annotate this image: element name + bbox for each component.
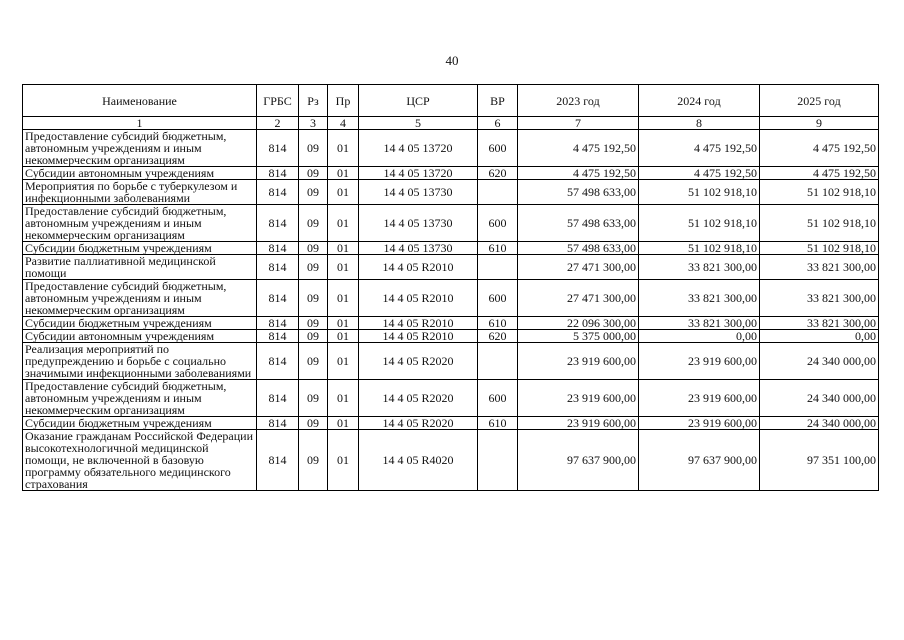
- cell-rz: 09: [299, 242, 328, 255]
- cell-name: Мероприятия по борьбе с туберкулезом и инфекционными заболеваниями: [23, 180, 257, 205]
- cell-csr: 14 4 05 13730: [359, 205, 478, 242]
- cell-2025: 24 340 000,00: [760, 417, 879, 430]
- cell-grbs: 814: [257, 242, 299, 255]
- column-number: 8: [639, 117, 760, 130]
- cell-csr: 14 4 05 13720: [359, 130, 478, 167]
- cell-2023: 5 375 000,00: [518, 330, 639, 343]
- cell-name: Развитие паллиативной медицинской помощи: [23, 255, 257, 280]
- cell-rz: 09: [299, 280, 328, 317]
- table-row: [23, 417, 879, 430]
- cell-csr: 14 4 05 R2020: [359, 417, 478, 430]
- cell-grbs: 814: [257, 167, 299, 180]
- column-number: 4: [328, 117, 359, 130]
- cell-vr: 610: [478, 242, 518, 255]
- cell-vr: 610: [478, 417, 518, 430]
- cell-2024: 51 102 918,10: [639, 242, 760, 255]
- cell-pr: 01: [328, 255, 359, 280]
- cell-2024: 33 821 300,00: [639, 317, 760, 330]
- cell-rz: 09: [299, 130, 328, 167]
- cell-2025: 33 821 300,00: [760, 255, 879, 280]
- cell-vr: 600: [478, 280, 518, 317]
- cell-name: Субсидии бюджетным учреждениям: [23, 242, 257, 255]
- cell-rz: 09: [299, 167, 328, 180]
- cell-2024: 33 821 300,00: [639, 255, 760, 280]
- cell-2024: 4 475 192,50: [639, 130, 760, 167]
- column-header-rz: Рз: [299, 85, 328, 117]
- cell-grbs: 814: [257, 130, 299, 167]
- table-row: [23, 255, 879, 280]
- cell-rz: 09: [299, 380, 328, 417]
- cell-vr: [478, 343, 518, 380]
- cell-vr: 610: [478, 317, 518, 330]
- cell-2023: 27 471 300,00: [518, 280, 639, 317]
- cell-pr: 01: [328, 330, 359, 343]
- cell-name: Предоставление субсидий бюджетным, автономным учреждениям и иным некоммерческим организациям: [23, 380, 257, 417]
- table-row: [23, 180, 879, 205]
- cell-2023: 23 919 600,00: [518, 380, 639, 417]
- cell-csr: 14 4 05 R2020: [359, 380, 478, 417]
- column-number-row: [23, 117, 879, 130]
- cell-2025: 24 340 000,00: [760, 380, 879, 417]
- cell-grbs: 814: [257, 417, 299, 430]
- cell-name: Субсидии автономным учреждениям: [23, 167, 257, 180]
- cell-2023: 57 498 633,00: [518, 205, 639, 242]
- cell-vr: [478, 255, 518, 280]
- cell-2023: 23 919 600,00: [518, 343, 639, 380]
- cell-2024: 4 475 192,50: [639, 167, 760, 180]
- cell-grbs: 814: [257, 343, 299, 380]
- cell-csr: 14 4 05 13720: [359, 167, 478, 180]
- cell-csr: 14 4 05 R2010: [359, 330, 478, 343]
- table-row: [23, 380, 879, 417]
- cell-csr: 14 4 05 13730: [359, 180, 478, 205]
- cell-pr: 01: [328, 430, 359, 491]
- column-header-name: Наименование: [23, 85, 257, 117]
- cell-name: Реализация мероприятий по предупреждению и борьбе с социально значимыми инфекционными заболеваниями: [23, 343, 257, 380]
- cell-grbs: 814: [257, 317, 299, 330]
- cell-pr: 01: [328, 380, 359, 417]
- cell-2025: 97 351 100,00: [760, 430, 879, 491]
- cell-grbs: 814: [257, 380, 299, 417]
- cell-2024: 0,00: [639, 330, 760, 343]
- cell-rz: 09: [299, 205, 328, 242]
- cell-rz: 09: [299, 343, 328, 380]
- cell-2025: 51 102 918,10: [760, 242, 879, 255]
- table-row: [23, 130, 879, 167]
- cell-2025: 0,00: [760, 330, 879, 343]
- cell-grbs: 814: [257, 280, 299, 317]
- column-number: 3: [299, 117, 328, 130]
- table-row: [23, 167, 879, 180]
- cell-rz: 09: [299, 417, 328, 430]
- cell-vr: [478, 430, 518, 491]
- cell-name: Субсидии бюджетным учреждениям: [23, 417, 257, 430]
- column-number: 2: [257, 117, 299, 130]
- cell-2023: 23 919 600,00: [518, 417, 639, 430]
- column-header-pr: Пр: [328, 85, 359, 117]
- cell-2023: 57 498 633,00: [518, 180, 639, 205]
- cell-grbs: 814: [257, 180, 299, 205]
- cell-rz: 09: [299, 317, 328, 330]
- cell-pr: 01: [328, 280, 359, 317]
- cell-name: Предоставление субсидий бюджетным, автономным учреждениям и иным некоммерческим организациям: [23, 130, 257, 167]
- cell-grbs: 814: [257, 330, 299, 343]
- cell-2023: 57 498 633,00: [518, 242, 639, 255]
- cell-2024: 23 919 600,00: [639, 417, 760, 430]
- table-row: [23, 280, 879, 317]
- cell-csr: 14 4 05 R2010: [359, 317, 478, 330]
- cell-rz: 09: [299, 430, 328, 491]
- table-row: [23, 242, 879, 255]
- page-number: 40: [445, 53, 459, 68]
- cell-name: Предоставление субсидий бюджетным, автономным учреждениям и иным некоммерческим организациям: [23, 280, 257, 317]
- column-number: 9: [760, 117, 879, 130]
- table-row: [23, 317, 879, 330]
- cell-2025: 33 821 300,00: [760, 280, 879, 317]
- cell-2023: 22 096 300,00: [518, 317, 639, 330]
- table-row: [23, 343, 879, 380]
- cell-grbs: 814: [257, 430, 299, 491]
- cell-pr: 01: [328, 130, 359, 167]
- cell-pr: 01: [328, 180, 359, 205]
- cell-2024: 97 637 900,00: [639, 430, 760, 491]
- cell-csr: 14 4 05 R4020: [359, 430, 478, 491]
- cell-csr: 14 4 05 R2020: [359, 343, 478, 380]
- cell-2025: 33 821 300,00: [760, 317, 879, 330]
- cell-2023: 97 637 900,00: [518, 430, 639, 491]
- cell-pr: 01: [328, 343, 359, 380]
- cell-rz: 09: [299, 180, 328, 205]
- column-header-2023: 2023 год: [518, 85, 639, 117]
- cell-2025: 51 102 918,10: [760, 180, 879, 205]
- table-row: [23, 205, 879, 242]
- cell-vr: 620: [478, 330, 518, 343]
- cell-2024: 51 102 918,10: [639, 180, 760, 205]
- cell-name: Предоставление субсидий бюджетным, автономным учреждениям и иным некоммерческим организациям: [23, 205, 257, 242]
- cell-2023: 4 475 192,50: [518, 130, 639, 167]
- cell-csr: 14 4 05 R2010: [359, 255, 478, 280]
- cell-pr: 01: [328, 417, 359, 430]
- header-row: [23, 85, 879, 117]
- cell-2025: 4 475 192,50: [760, 130, 879, 167]
- cell-2025: 4 475 192,50: [760, 167, 879, 180]
- cell-rz: 09: [299, 255, 328, 280]
- cell-vr: 600: [478, 205, 518, 242]
- cell-name: Субсидии бюджетным учреждениям: [23, 317, 257, 330]
- cell-csr: 14 4 05 R2010: [359, 280, 478, 317]
- cell-pr: 01: [328, 242, 359, 255]
- cell-name: Оказание гражданам Российской Федерации высокотехнологичной медицинской помощи, не включенной в базовую программу обязательного медицинского страхования: [23, 430, 257, 491]
- table-row: [23, 330, 879, 343]
- column-number: 1: [23, 117, 257, 130]
- column-header-2025: 2025 год: [760, 85, 879, 117]
- cell-vr: 600: [478, 130, 518, 167]
- column-header-csr: ЦСР: [359, 85, 478, 117]
- column-header-2024: 2024 год: [639, 85, 760, 117]
- budget-table: [22, 84, 879, 491]
- cell-csr: 14 4 05 13730: [359, 242, 478, 255]
- cell-vr: [478, 180, 518, 205]
- column-number: 6: [478, 117, 518, 130]
- cell-2025: 24 340 000,00: [760, 343, 879, 380]
- cell-pr: 01: [328, 205, 359, 242]
- cell-grbs: 814: [257, 255, 299, 280]
- cell-name: Субсидии автономным учреждениям: [23, 330, 257, 343]
- cell-2024: 23 919 600,00: [639, 343, 760, 380]
- cell-2024: 33 821 300,00: [639, 280, 760, 317]
- cell-pr: 01: [328, 167, 359, 180]
- column-number: 7: [518, 117, 639, 130]
- cell-2023: 27 471 300,00: [518, 255, 639, 280]
- cell-vr: 620: [478, 167, 518, 180]
- cell-pr: 01: [328, 317, 359, 330]
- column-header-vr: ВР: [478, 85, 518, 117]
- cell-2024: 23 919 600,00: [639, 380, 760, 417]
- cell-2025: 51 102 918,10: [760, 205, 879, 242]
- cell-rz: 09: [299, 330, 328, 343]
- table-body: [23, 130, 879, 491]
- cell-2024: 51 102 918,10: [639, 205, 760, 242]
- table-row: [23, 430, 879, 491]
- cell-grbs: 814: [257, 205, 299, 242]
- cell-2023: 4 475 192,50: [518, 167, 639, 180]
- column-number: 5: [359, 117, 478, 130]
- column-header-grbs: ГРБС: [257, 85, 299, 117]
- cell-vr: 600: [478, 380, 518, 417]
